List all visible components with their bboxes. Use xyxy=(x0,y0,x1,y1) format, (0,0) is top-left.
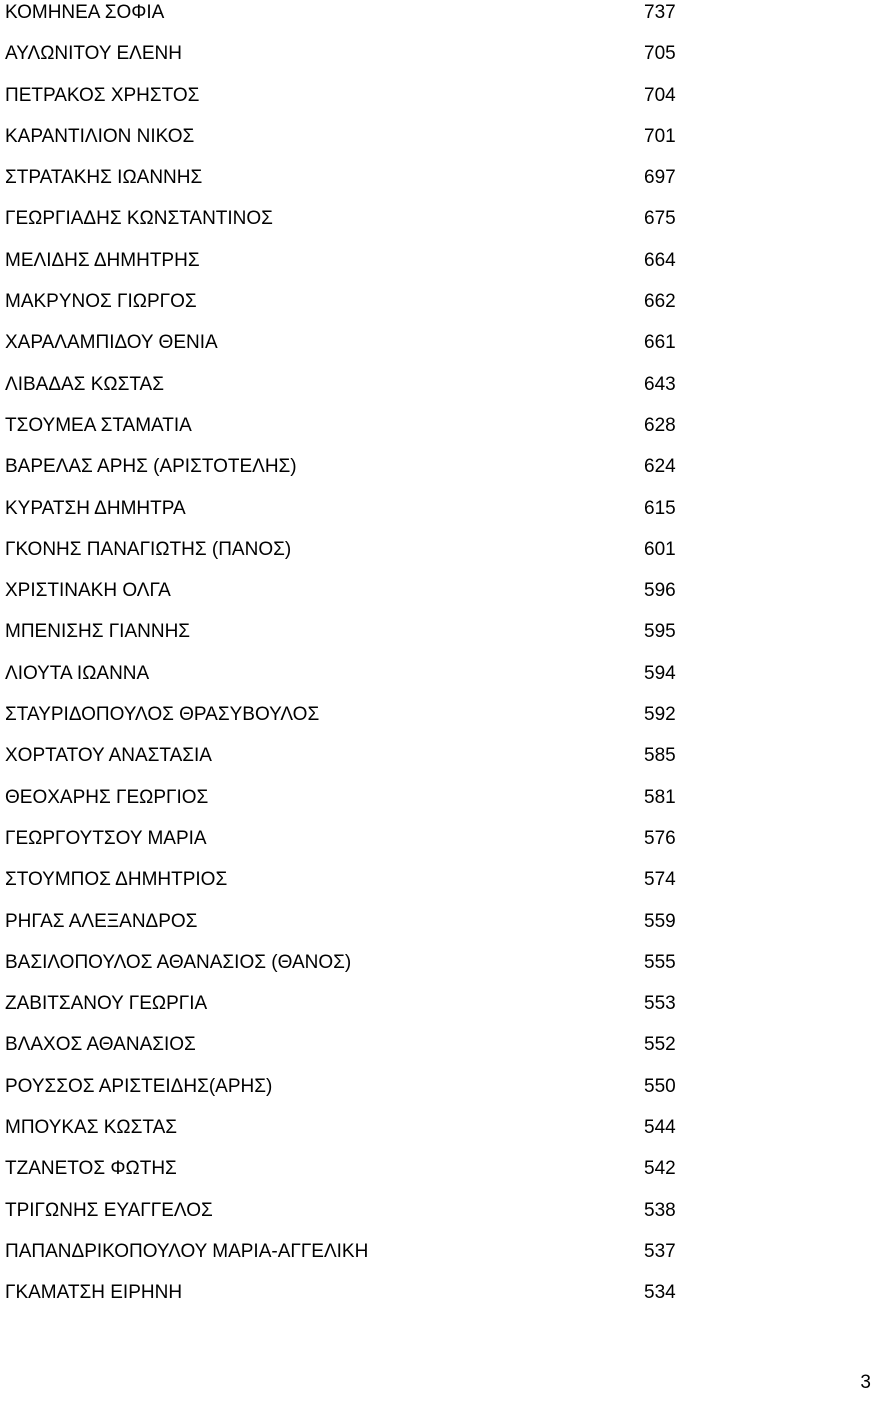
candidate-name: ΓΚΑΜΑΤΣΗ ΕΙΡΗΝΗ xyxy=(5,1282,183,1304)
result-row xyxy=(5,991,680,1032)
result-row xyxy=(5,165,680,206)
vote-count: 542 xyxy=(644,1158,676,1180)
candidate-name: ΓΕΩΡΓΟΥΤΣΟΥ ΜΑΡΙΑ xyxy=(5,827,207,849)
result-row xyxy=(5,826,680,867)
vote-count: 595 xyxy=(644,621,676,643)
vote-count: 705 xyxy=(644,43,676,65)
result-row xyxy=(5,41,680,82)
vote-count: 538 xyxy=(644,1199,676,1221)
result-row xyxy=(5,124,680,165)
vote-count: 701 xyxy=(644,125,676,147)
vote-count: 643 xyxy=(644,373,676,395)
vote-count: 581 xyxy=(644,786,676,808)
candidate-name: ΜΑΚΡΥΝΟΣ ΓΙΩΡΓΟΣ xyxy=(5,291,197,313)
vote-count: 615 xyxy=(644,497,676,519)
result-row xyxy=(5,1280,680,1321)
candidate-name: ΜΕΛΙΔΗΣ ΔΗΜΗΤΡΗΣ xyxy=(5,249,200,271)
vote-count: 704 xyxy=(644,84,676,106)
vote-count: 576 xyxy=(644,827,676,849)
candidate-name: ΜΠΟΥΚΑΣ ΚΩΣΤΑΣ xyxy=(5,1117,177,1139)
result-row xyxy=(5,454,680,495)
candidate-name: ΚΟΜΗΝΕΑ ΣΟΦΙΑ xyxy=(5,2,165,23)
candidate-name: ΒΑΣΙΛΟΠΟΥΛΟΣ ΑΘΑΝΑΣΙΟΣ (ΘΑΝΟΣ) xyxy=(5,951,352,973)
vote-count: 534 xyxy=(644,1282,676,1304)
result-row xyxy=(5,537,680,578)
candidate-name: ΑΥΛΩΝΙΤΟΥ ΕΛΕΝΗ xyxy=(5,43,182,65)
result-row xyxy=(5,743,680,784)
vote-count: 624 xyxy=(644,456,676,478)
candidate-name: ΣΤΟΥΜΠΟΣ ΔΗΜΗΤΡΙΟΣ xyxy=(5,869,228,891)
result-row xyxy=(5,248,680,289)
candidate-name: ΘΕΟΧΑΡΗΣ ΓΕΩΡΓΙΟΣ xyxy=(5,786,209,808)
candidate-name: ΧΡΙΣΤΙΝΑΚΗ ΟΛΓΑ xyxy=(5,580,171,602)
vote-count: 596 xyxy=(644,580,676,602)
candidate-name: ΛΙΒΑΔΑΣ ΚΩΣΤΑΣ xyxy=(5,373,164,395)
result-row xyxy=(5,1074,680,1115)
candidate-name: ΓΕΩΡΓΙΑΔΗΣ ΚΩΝΣΤΑΝΤΙΝΟΣ xyxy=(5,208,273,230)
result-row xyxy=(5,1115,680,1156)
vote-count: 585 xyxy=(644,745,676,767)
candidate-name: ΡΟΥΣΣΟΣ ΑΡΙΣΤΕΙΔΗΣ(ΑΡΗΣ) xyxy=(5,1075,273,1097)
candidate-name: ΤΖΑΝΕΤΟΣ ΦΩΤΗΣ xyxy=(5,1158,177,1180)
vote-count: 555 xyxy=(644,951,676,973)
candidate-name: ΤΣΟΥΜΕΑ ΣΤΑΜΑΤΙΑ xyxy=(5,414,192,436)
candidate-name: ΣΤΑΥΡΙΔΟΠΟΥΛΟΣ ΘΡΑΣΥΒΟΥΛΟΣ xyxy=(5,704,320,726)
candidate-name: ΜΠΕΝΙΣΗΣ ΓΙΑΝΝΗΣ xyxy=(5,621,191,643)
vote-count: 592 xyxy=(644,704,676,726)
vote-count: 664 xyxy=(644,249,676,271)
candidate-name: ΧΟΡΤΑΤΟΥ ΑΝΑΣΤΑΣΙΑ xyxy=(5,745,212,767)
vote-count: 559 xyxy=(644,910,676,932)
result-row xyxy=(5,578,680,619)
result-row xyxy=(5,867,680,908)
result-row xyxy=(5,496,680,537)
candidate-name: ΧΑΡΑΛΑΜΠΙΔΟΥ ΘΕΝΙΑ xyxy=(5,332,218,354)
candidate-name: ΓΚΟΝΗΣ ΠΑΝΑΓΙΩΤΗΣ (ΠΑΝΟΣ) xyxy=(5,538,292,560)
vote-count: 697 xyxy=(644,167,676,189)
result-row xyxy=(5,330,680,371)
result-row xyxy=(5,950,680,991)
vote-count: 675 xyxy=(644,208,676,230)
candidate-name: ΛΙΟΥΤΑ ΙΩΑΝΝΑ xyxy=(5,662,150,684)
result-row xyxy=(5,909,680,950)
candidate-name: ΠΑΠΑΝΔΡΙΚΟΠΟΥΛΟΥ ΜΑΡΙΑ-ΑΓΓΕΛΙΚΗ xyxy=(5,1240,369,1262)
vote-count: 628 xyxy=(644,414,676,436)
candidate-name: ΖΑΒΙΤΣΑΝΟΥ ΓΕΩΡΓΙΑ xyxy=(5,993,208,1015)
result-row xyxy=(5,661,680,702)
candidate-name: ΠΕΤΡΑΚΟΣ ΧΡΗΣΤΟΣ xyxy=(5,84,200,106)
candidate-name: ΤΡΙΓΩΝΗΣ ΕΥΑΓΓΕΛΟΣ xyxy=(5,1199,213,1221)
candidate-name: ΡΗΓΑΣ ΑΛΕΞΑΝΔΡΟΣ xyxy=(5,910,198,932)
candidate-name: ΚΑΡΑΝΤΙΛΙΟΝ ΝΙΚΟΣ xyxy=(5,125,195,147)
vote-count: 661 xyxy=(644,332,676,354)
candidate-name: ΣΤΡΑΤΑΚΗΣ ΙΩΑΝΝΗΣ xyxy=(5,167,203,189)
vote-count: 601 xyxy=(644,538,676,560)
vote-count: 552 xyxy=(644,1034,676,1056)
vote-count: 594 xyxy=(644,662,676,684)
candidate-name: ΒΛΑΧΟΣ ΑΘΑΝΑΣΙΟΣ xyxy=(5,1034,196,1056)
vote-count: 553 xyxy=(644,993,676,1015)
vote-count: 662 xyxy=(644,291,676,313)
results-list xyxy=(5,0,680,1322)
result-row xyxy=(5,702,680,743)
result-row xyxy=(5,0,680,41)
result-row xyxy=(5,1239,680,1280)
vote-count: 537 xyxy=(644,1240,676,1262)
vote-count: 550 xyxy=(644,1075,676,1097)
result-row xyxy=(5,206,680,247)
candidate-name: ΚΥΡΑΤΣΗ ΔΗΜΗΤΡΑ xyxy=(5,497,186,519)
vote-count: 574 xyxy=(644,869,676,891)
candidate-name: ΒΑΡΕΛΑΣ ΑΡΗΣ (ΑΡΙΣΤΟΤΕΛΗΣ) xyxy=(5,456,297,478)
result-row xyxy=(5,1156,680,1197)
result-row xyxy=(5,619,680,660)
result-row xyxy=(5,785,680,826)
page-number: 3 xyxy=(860,1372,871,1393)
vote-count: 737 xyxy=(644,2,676,23)
result-row xyxy=(5,372,680,413)
result-row xyxy=(5,1032,680,1073)
result-row xyxy=(5,83,680,124)
result-row xyxy=(5,1198,680,1239)
vote-count: 544 xyxy=(644,1117,676,1139)
result-row xyxy=(5,289,680,330)
result-row xyxy=(5,413,680,454)
